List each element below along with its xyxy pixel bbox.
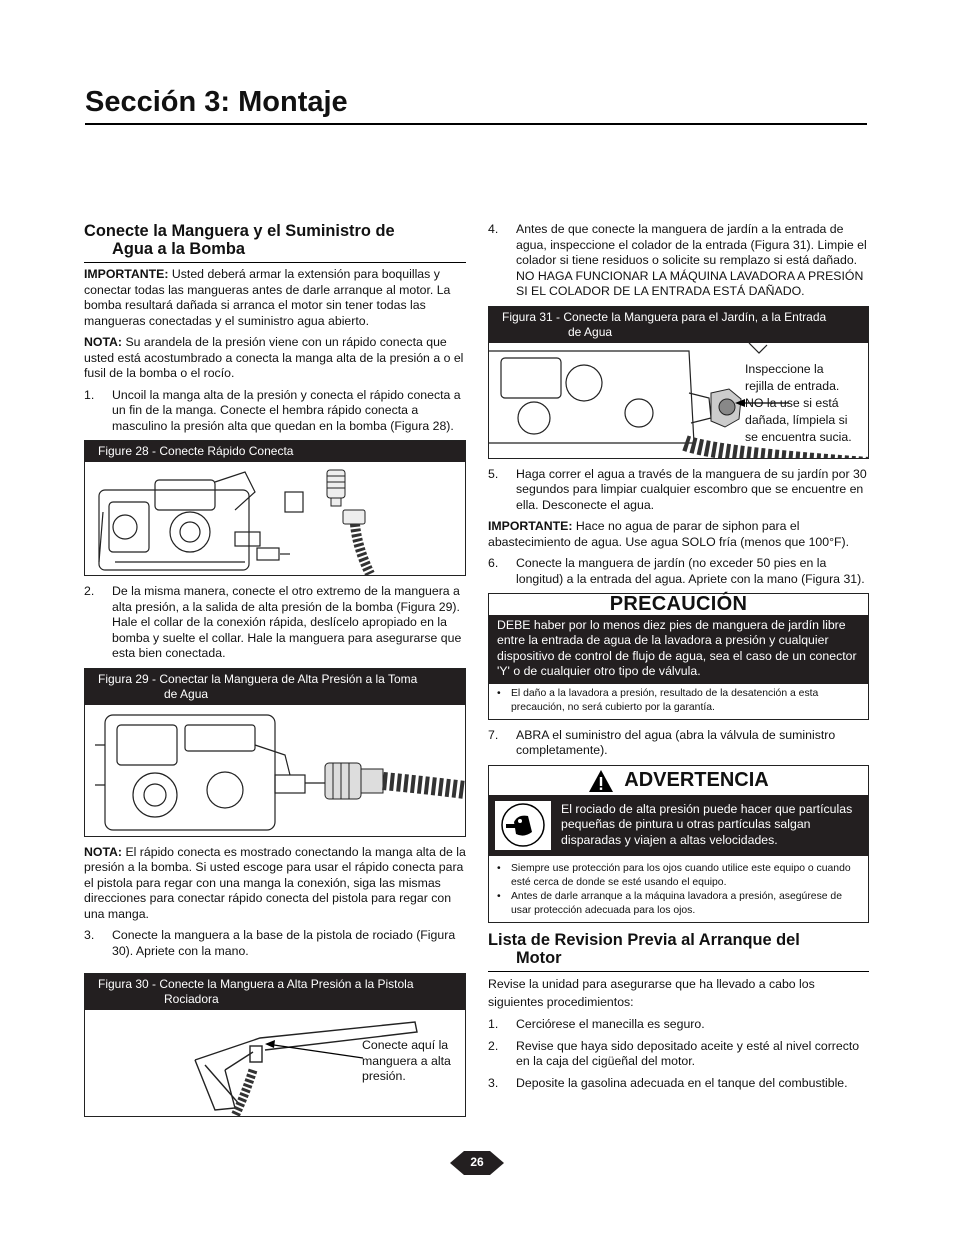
figure-31-image xyxy=(489,343,868,458)
bullet-text: Antes de darle arranque a la máquina lavadora a presión, asegúrese de usar protección adecuada para los ojos. xyxy=(511,891,842,916)
caution-text: DEBE haber por lo menos diez pies de manguera de jardín libre entre la entrada de agua de la lavadora a presión y cualquier dispositivo de control de flujo de agua, sea el caso de un conector 'Y' o de cualquier otro tipo de válvula. xyxy=(489,615,868,684)
step-text: Revise que haya sido depositado aceite y esté al nivel correcto en la caja del cigüeñal del motor. xyxy=(516,1038,860,1068)
warning-triangle-icon xyxy=(588,769,614,793)
check-3 xyxy=(488,1076,869,1092)
note-text: El rápido conecta es mostrado conectando la manga alta de la presión a la bomba. Si usted escoge para usar el rápido conecta para el pistola para regar con una manga la conexión, siga las mismas direcciones para conectar rápido conecta del pistola para regar con una manga. xyxy=(84,844,466,921)
note-label: NOTA: xyxy=(84,844,123,859)
figure-30-caption xyxy=(85,974,465,1010)
warning-bullet: • Antes de darle arranque a la máquina lavadora a presión, asegúrese de usar protección adecuada para los ojos. xyxy=(497,890,862,918)
figure-29-image xyxy=(85,705,465,836)
figure-28-image xyxy=(85,462,465,575)
step-text: Cerciórese el manecilla es seguro. xyxy=(516,1017,705,1031)
title-divider xyxy=(85,123,867,125)
heading-line-2: Motor xyxy=(516,949,562,967)
warning-bullets xyxy=(489,856,868,922)
figure-31-caption xyxy=(489,307,868,343)
step-number: 6. xyxy=(488,556,499,570)
step-text: De la misma manera, conecte el otro extremo de la manguera a alta presión, a la salida de alta presión de la bomba (Figura 29). Hale el collar de la conexión rápida, deslícelo apropiado en la bomba y suelte el collar. Hale la manguera para asegurarse que esta bien conectada. xyxy=(112,584,462,660)
figure-31 xyxy=(488,306,869,459)
figure-30-image xyxy=(85,1010,465,1116)
heading-line-1: Conecte la Manguera y el Suministro de xyxy=(84,222,395,240)
pump-quick-connect-illustration xyxy=(85,462,465,575)
caption-line-2: Rociadora xyxy=(164,992,219,1006)
callout-line: rejilla de entrada. xyxy=(745,378,840,393)
heading-rule xyxy=(84,262,466,263)
callout-line: manguera a alta xyxy=(362,1053,451,1068)
important-label: IMPORTANTE: xyxy=(84,267,169,281)
caution-title: PRECAUCIÓN xyxy=(609,593,748,615)
caption-line-2: de Agua xyxy=(568,324,613,339)
callout-line: se encuentra sucia. xyxy=(745,429,852,444)
warning-header xyxy=(489,766,868,795)
section-heading-checklist xyxy=(488,931,869,967)
step-number: 4. xyxy=(488,222,499,236)
figure-28 xyxy=(84,440,466,576)
caption-line-1: Figura 30 - Conecte la Manguera a Alta Presión a la Pistola xyxy=(98,977,414,991)
step-number: 2. xyxy=(84,584,95,598)
figure-31-callout xyxy=(745,361,852,446)
callout-line: NO la use si está xyxy=(745,395,839,410)
pump-high-pressure-outlet-illustration xyxy=(85,705,465,836)
step-4 xyxy=(488,222,869,300)
figure-29 xyxy=(84,668,466,837)
step-number: 1. xyxy=(84,387,95,402)
important-paragraph xyxy=(84,267,466,329)
step-text: Haga correr el agua a través de la manguera de su jardín por 30 segundos para limpiar cualquier escombro que se encuentre en ella. Desconecte el agua. xyxy=(516,466,867,512)
step-text: Uncoil la manga alta de la presión y conecta el rápido conecta a un fin de la manga. Conecte el hembra rápido conecta a masculino la presión alta que quedan en la bomba (Figura 28). xyxy=(112,387,461,433)
heading-line-2: Agua a la Bomba xyxy=(112,240,245,258)
step-text: Conecte la manguera de jardín (no exceder 50 pies en la longitud) a la entrada del agua. Apriete con la mano (Figura 31). xyxy=(516,556,865,586)
section-heading-hose xyxy=(84,222,466,258)
note-paragraph-2 xyxy=(84,845,466,923)
step-text: Conecte la manguera a la base de la pistola de rociado (Figura 30). Apriete con la mano. xyxy=(112,928,456,958)
page-number: 26 xyxy=(470,1155,484,1169)
step-number: 5. xyxy=(488,466,499,481)
figure-28-caption: Figure 28 - Conecte Rápido Conecta xyxy=(85,441,465,462)
step-6 xyxy=(488,556,869,587)
warning-content xyxy=(489,795,868,857)
figure-30 xyxy=(84,973,466,1117)
step-7 xyxy=(488,728,869,759)
check-1 xyxy=(488,1017,869,1033)
step-5 xyxy=(488,467,869,514)
caution-bullets xyxy=(489,684,868,719)
important-paragraph-right xyxy=(488,519,869,550)
callout-line: Conecte aquí la xyxy=(362,1038,449,1052)
caption-line-1: Figura 31 - Conecte la Manguera para el Jardín, a la Entrada xyxy=(502,309,827,324)
page-number-badge xyxy=(450,1151,504,1175)
warning-box xyxy=(488,765,869,924)
step-3 xyxy=(84,928,466,959)
step-number: 7. xyxy=(488,727,499,742)
callout-line: dañada, límpiela si xyxy=(745,412,848,427)
note-text: Su arandela de la presión viene con un rápido conecta que usted está acostumbrado a conecta la manga alta de la presión a o el fusil de la bomba o el rocío. xyxy=(84,335,464,380)
warning-bullet: • Siempre use protección para los ojos cuando utilice este equipo o cuando esté cerca de donde se esté usando el equipo. xyxy=(497,862,862,890)
step-1 xyxy=(84,388,466,435)
caption-line-2: de Agua xyxy=(164,686,209,701)
step-number: 3. xyxy=(488,1075,499,1090)
warning-text: El rociado de alta presión puede hacer que partículas pequeñas de pintura u otras partículas salgan disparadas y viajen a altas velocidades. xyxy=(561,801,853,847)
step-text: Deposite la gasolina adecuada en el tanque del combustible. xyxy=(516,1075,848,1090)
right-column xyxy=(488,222,869,1097)
note-paragraph-1 xyxy=(84,335,466,382)
important-text: Usted deberá armar la extensión para boquillas y conectar todas las mangueras antes de darle arranque al motor. La bomba resultará dañada si arranca el motor sin tener todas las mangueras conectadas y el suministro agua abierto. xyxy=(84,267,451,328)
heading-rule xyxy=(488,971,869,972)
callout-line: presión. xyxy=(362,1069,406,1083)
figure-30-callout xyxy=(362,1038,451,1085)
caution-box xyxy=(488,593,869,720)
figure-29-caption xyxy=(85,669,465,705)
left-column xyxy=(84,222,466,1125)
step-text: Antes de que conecte la manguera de jardín a la entrada de agua, inspeccione el colador de la entrada (Figura 31). Limpie el colador si tiene residuos o solicite su remplazo si está dañado. NO HAGA FUNCIONAR LA MÁQUINA LAVADORA A PRESIÓN SI EL COLADOR DE LA ENTRADA ESTÁ DAÑADO. xyxy=(516,222,867,298)
callout-line: Inspeccione la xyxy=(745,361,824,376)
bullet-text: El daño a la lavadora a presión, resultado de la desatención a esta precaución, no será cubierto por la garantía. xyxy=(511,687,819,713)
step-number: 3. xyxy=(84,928,95,942)
bullet-text: Siempre use protección para los ojos cuando utilice este equipo o cuando esté cerca de donde se esté usando el equipo. xyxy=(511,863,851,888)
check-2 xyxy=(488,1039,869,1070)
caution-bullet: • El daño a la lavadora a presión, resultado de la desatención a esta precaución, no será cubierto por la garantía. xyxy=(497,687,862,715)
step-number: 1. xyxy=(488,1017,499,1031)
checklist-intro: Revise la unidad para asegurarse que ha llevado a cabo los siguientes procedimientos: xyxy=(488,977,815,1009)
important-text: Hace no agua de parar de siphon para el abastecimiento de agua. Use agua SOLO fría (menos que 100°F). xyxy=(488,519,850,549)
page-title: Sección 3: Montaje xyxy=(85,86,348,118)
caption-line-1: Figura 29 - Conectar la Manguera de Alta Presión a la Toma xyxy=(98,671,418,686)
step-text: ABRA el suministro del agua (abra la válvula de suministro completamente). xyxy=(516,727,836,757)
warning-title: ADVERTENCIA xyxy=(624,768,769,791)
step-2 xyxy=(84,584,466,662)
step-number: 2. xyxy=(488,1038,499,1053)
important-label: IMPORTANTE: xyxy=(488,519,573,533)
eye-protection-icon xyxy=(495,801,551,851)
note-label: NOTA: xyxy=(84,335,123,349)
heading-line-1: Lista de Revision Previa al Arranque del xyxy=(488,931,800,949)
